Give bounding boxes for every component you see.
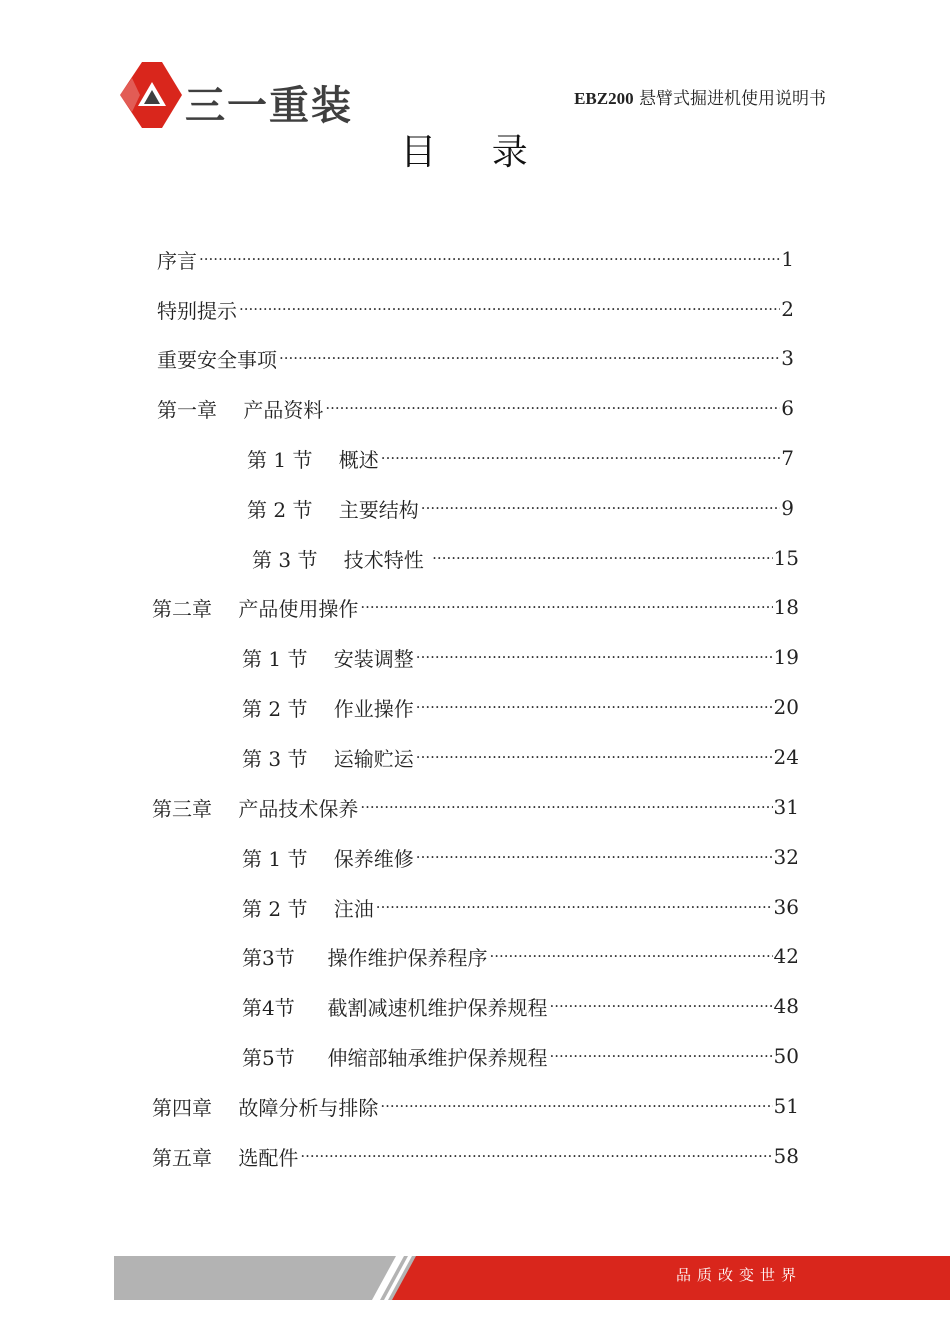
toc-entry-page: 18 (773, 595, 799, 619)
toc-entry[interactable] (242, 892, 799, 922)
toc-entry-label: 第5节 伸缩部轴承维护保养规程 (242, 1045, 548, 1070)
toc-entry-page: 51 (773, 1094, 799, 1118)
toc-entry-page: 3 (781, 346, 794, 370)
toc-entry-label: 第 3 节 技术特性 (252, 547, 431, 572)
toc-entry[interactable] (242, 1041, 799, 1071)
toc-entry-page: 58 (773, 1144, 799, 1168)
toc-entry-label: 第 2 节 主要结构 (247, 497, 419, 522)
toc-entry-label: 第 1 节 概述 (247, 447, 379, 472)
toc-entry-label: 第4节 截割减速机维护保养规程 (242, 995, 548, 1020)
toc-leader (416, 848, 773, 866)
toc-entry-page: 7 (781, 446, 794, 470)
toc-entry-label: 重要安全事项 (157, 347, 277, 372)
toc-entry[interactable] (242, 692, 799, 722)
toc-leader (325, 399, 780, 417)
toc-entry-label: 第 2 节 作业操作 (242, 696, 414, 721)
toc-leader (239, 300, 780, 318)
toc-entry[interactable] (242, 991, 799, 1021)
toc-entry[interactable] (157, 393, 794, 423)
toc-entry-page: 36 (773, 895, 799, 919)
toc-entry-label: 第五章 选配件 (152, 1145, 299, 1170)
toc-entry-page: 6 (781, 396, 794, 420)
toc-entry[interactable] (152, 1091, 799, 1121)
toc-leader (380, 1097, 772, 1115)
toc-entry-label: 第3节 操作维护保养程序 (242, 945, 488, 970)
toc-entry-label: 第四章 故障分析与排除 (152, 1095, 379, 1120)
toc-entry[interactable] (157, 244, 794, 274)
toc-entry[interactable] (247, 443, 794, 473)
toc-leader (549, 997, 772, 1015)
toc-entry-label: 第三章 产品技术保养 (152, 796, 359, 821)
toc-leader (489, 947, 772, 965)
toc-entry[interactable] (152, 592, 799, 622)
toc-leader (416, 698, 773, 716)
toc-entry[interactable] (152, 1141, 799, 1171)
toc-entry[interactable] (157, 343, 794, 373)
toc-entry-page: 9 (781, 496, 794, 520)
toc-leader (360, 598, 772, 616)
toc-entry[interactable] (252, 543, 799, 573)
toc-leader (360, 798, 772, 816)
toc-heading: 目 录 (400, 132, 550, 173)
toc-entry[interactable] (242, 642, 799, 672)
toc-entry-label: 序言 (157, 248, 197, 273)
toc-entry[interactable] (242, 941, 799, 971)
footer-band (114, 1256, 950, 1300)
toc-entry-label: 第 1 节 安装调整 (242, 646, 414, 671)
toc-leader (416, 648, 773, 666)
toc-entry-page: 2 (781, 297, 794, 321)
document-title (574, 84, 826, 109)
toc-entry-page: 42 (773, 944, 799, 968)
toc-leader (432, 549, 772, 567)
toc-entry[interactable] (242, 842, 799, 872)
toc-entry-label: 第 2 节 注油 (242, 896, 374, 921)
toc-entry-page: 24 (773, 745, 799, 769)
toc-entry-page: 32 (773, 845, 799, 869)
toc-leader (549, 1047, 772, 1065)
toc-leader (416, 748, 773, 766)
toc-entry[interactable] (242, 742, 799, 772)
toc-entry[interactable] (157, 294, 794, 324)
toc-entry-page: 48 (773, 994, 799, 1018)
toc-leader (279, 349, 780, 367)
toc-leader (376, 898, 773, 916)
brand-name: 三一重装 (185, 83, 353, 129)
toc-entry-page: 31 (773, 795, 799, 819)
document-model: EBZ200 (574, 89, 634, 108)
toc-entry[interactable] (152, 792, 799, 822)
toc-entry-label: 第二章 产品使用操作 (152, 596, 359, 621)
toc-entry[interactable] (247, 493, 794, 523)
toc-leader (199, 250, 780, 268)
toc-leader (300, 1147, 772, 1165)
document-name: 悬臂式掘进机使用说明书 (639, 89, 826, 109)
toc-entry-label: 第 3 节 运输贮运 (242, 746, 414, 771)
toc-entry-label: 特别提示 (157, 298, 237, 323)
footer-slogan: 品质改变世界 (676, 1266, 803, 1284)
toc-entry-label: 第 1 节 保养维修 (242, 846, 414, 871)
toc-entry-page: 19 (773, 645, 799, 669)
toc-entry-page: 15 (773, 546, 799, 570)
toc-leader (381, 449, 780, 467)
toc-leader (421, 499, 780, 517)
toc-entry-page: 50 (773, 1044, 799, 1068)
toc-entry-page: 1 (781, 247, 794, 271)
toc-entry-label: 第一章 产品资料 (157, 397, 324, 422)
toc-entry-page: 20 (773, 695, 799, 719)
